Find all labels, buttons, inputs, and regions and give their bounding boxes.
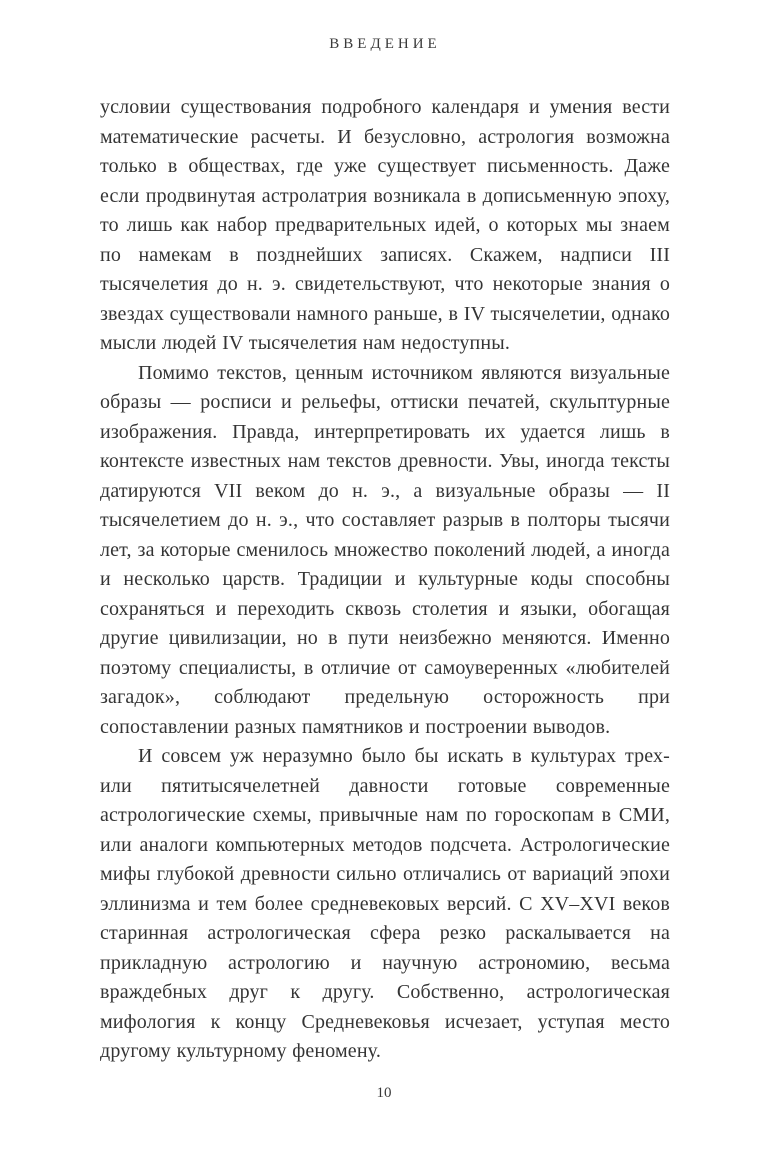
- paragraph: И совсем уж неразумно было бы искать в культурах трех- или пятитысячелетней давности готовые современные астрологические схемы, привычные нам по гороскопам в СМИ, или аналоги компьютерных методов подсчета. Астрологические мифы глубокой древности сильно отличались от вариаций эпохи эллинизма и тем более средневековых версий. С XV–XVI веков старинная астрологическая сфера резко раскалывается на прикладную астрологию и научную астрономию, весьма враждебных друг к другу. Собственно, астрологическая мифология к концу Средневековья исчезает, уступая место другому культурному феномену.: [100, 745, 670, 1062]
- paragraph: Помимо текстов, ценным источником являются визуальные образы — росписи и рельефы, оттиски печатей, скульптурные изображения. Правда, интерпретировать их удается лишь в контексте известных нам текстов древности. Увы, иногда тексты датируются VII веком до н. э., а визуальные образы — II тысячелетием до н. э., что составляет разрыв в полторы тысячи лет, за которые сменилось множество поколений людей, а иногда и несколько царств. Традиции и культурные коды способны сохраняться и переходить сквозь столетия и языки, обогащая другие цивилизации, но в пути неизбежно меняются. Именно поэтому специалисты, в отличие от самоуверенных «любителей загадок», соблюдают предельную осторожность при сопоставлении разных памятников и построении выводов.: [100, 361, 670, 738]
- page-body: [100, 93, 670, 1067]
- chapter-running-head: ВВЕДЕНИЕ: [329, 36, 441, 52]
- paragraph: условии существования подробного календаря и умения вести математические расчеты. И безусловно, астрология возможна только в обществах, где уже существует письменность. Даже если продвинутая астролатрия возникала в дописьменную эпоху, то лишь как набор предварительных идей, о которых мы знаем по намекам в позднейших записях. Скажем, надписи III тысячелетия до н. э. свидетельствуют, что некоторые знания о звездах существовали намного раньше, в IV тысячелетии, однако мысли людей IV тысячелетия нам недоступны.: [100, 96, 670, 354]
- page-number: 10: [376, 1085, 392, 1101]
